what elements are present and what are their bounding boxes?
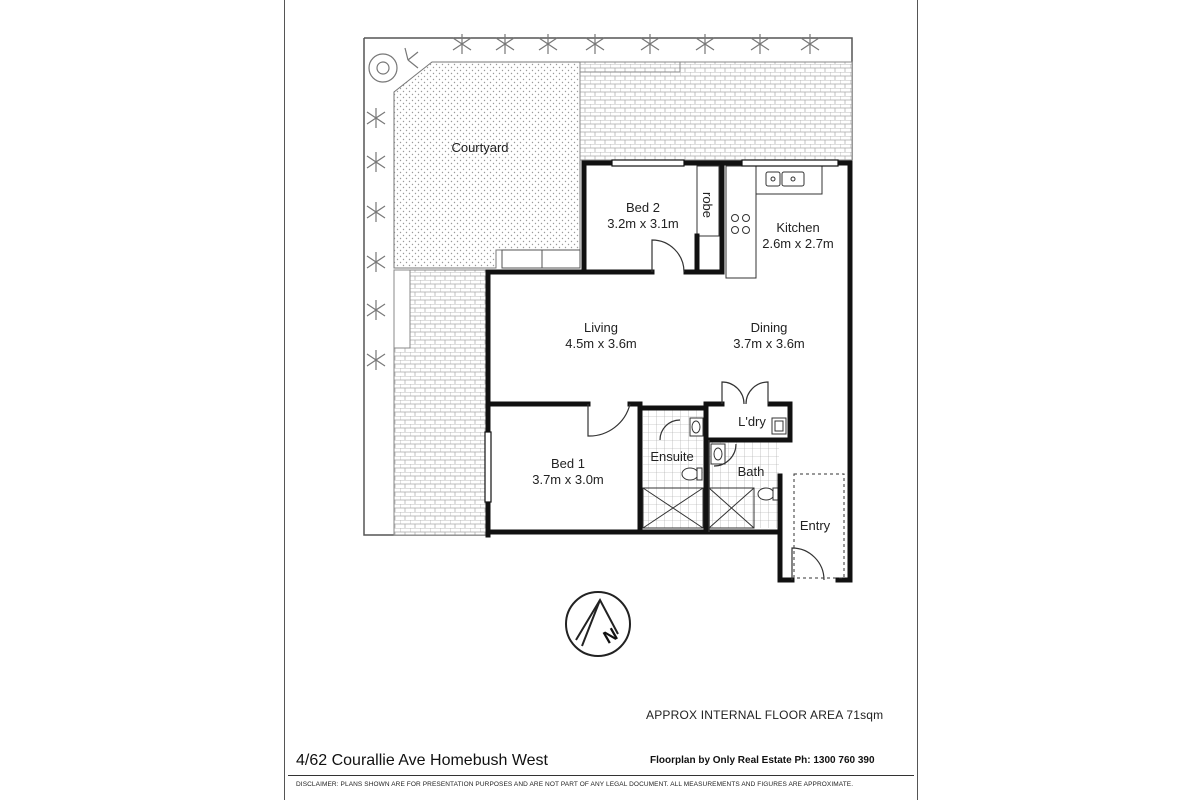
- courtyard-paving: [394, 62, 580, 268]
- palm-icon: [539, 34, 557, 54]
- property-address: 4/62 Courallie Ave Homebush West: [296, 752, 548, 769]
- palm-icon: [696, 34, 714, 54]
- plant-icon: [405, 48, 418, 68]
- plant-icon: [369, 54, 397, 82]
- courtyard-sliding-door: [502, 250, 580, 268]
- palm-icon: [586, 34, 604, 54]
- palm-icon: [801, 34, 819, 54]
- room-label-laundry: L'dry: [738, 414, 766, 429]
- toilet-icon: [682, 468, 702, 480]
- palm-icon: [453, 34, 471, 54]
- room-bed2: [594, 200, 692, 232]
- room-label-bath: Bath: [737, 464, 765, 479]
- palm-icon: [641, 34, 659, 54]
- room-label-entry: Entry: [799, 518, 831, 533]
- room-label-bed1: Bed 1: [551, 456, 585, 471]
- laundry-tub-icon: [772, 418, 786, 434]
- room-dims-living: 4.5m x 3.6m: [565, 336, 637, 351]
- room-label-bed2: Bed 2: [626, 200, 660, 215]
- plant-icon: [367, 252, 385, 272]
- room-living: [556, 320, 646, 352]
- room-dims-bed1: 3.7m x 3.0m: [532, 472, 604, 487]
- room-kitchen: [756, 220, 840, 252]
- basin-icon: [711, 444, 725, 464]
- room-label-ensuite: Ensuite: [650, 449, 694, 464]
- compass-letter: N: [599, 623, 622, 648]
- room-bed1: [520, 456, 616, 488]
- palm-icon: [496, 34, 514, 54]
- room-dims-dining: 3.7m x 3.6m: [733, 336, 805, 351]
- plant-icon: [367, 152, 385, 172]
- disclaimer-text: DISCLAIMER: PLANS SHOWN ARE FOR PRESENTATION PURPOSES AND ARE NOT PART OF ANY LEGAL DOCUMENT. ALL MEASUREMENTS AND FIGURES ARE APPROXIMATE.: [296, 781, 854, 788]
- floorplan-credit: Floorplan by Only Real Estate Ph: 1300 760 390: [650, 755, 875, 766]
- toilet-icon: [758, 488, 778, 500]
- plant-icon: [367, 202, 385, 222]
- north-compass-icon: [566, 592, 630, 656]
- plant-icon: [367, 300, 385, 320]
- room-dining: [724, 320, 814, 352]
- plant-icon: [367, 108, 385, 128]
- room-label-living: Living: [584, 320, 618, 335]
- plant-icon: [367, 350, 385, 370]
- room-label-kitchen: Kitchen: [776, 220, 820, 235]
- room-label-robe: robe: [700, 191, 715, 219]
- footer-divider: [288, 775, 914, 776]
- room-dims-bed2: 3.2m x 3.1m: [607, 216, 679, 231]
- floor-area-note: APPROX INTERNAL FLOOR AREA 71sqm: [646, 708, 884, 722]
- basin-icon: [690, 418, 703, 436]
- rear-paving: [580, 62, 852, 160]
- palm-icon: [751, 34, 769, 54]
- room-label-courtyard: Courtyard: [451, 140, 509, 155]
- room-label-dining: Dining: [750, 320, 788, 335]
- room-dims-kitchen: 2.6m x 2.7m: [762, 236, 834, 251]
